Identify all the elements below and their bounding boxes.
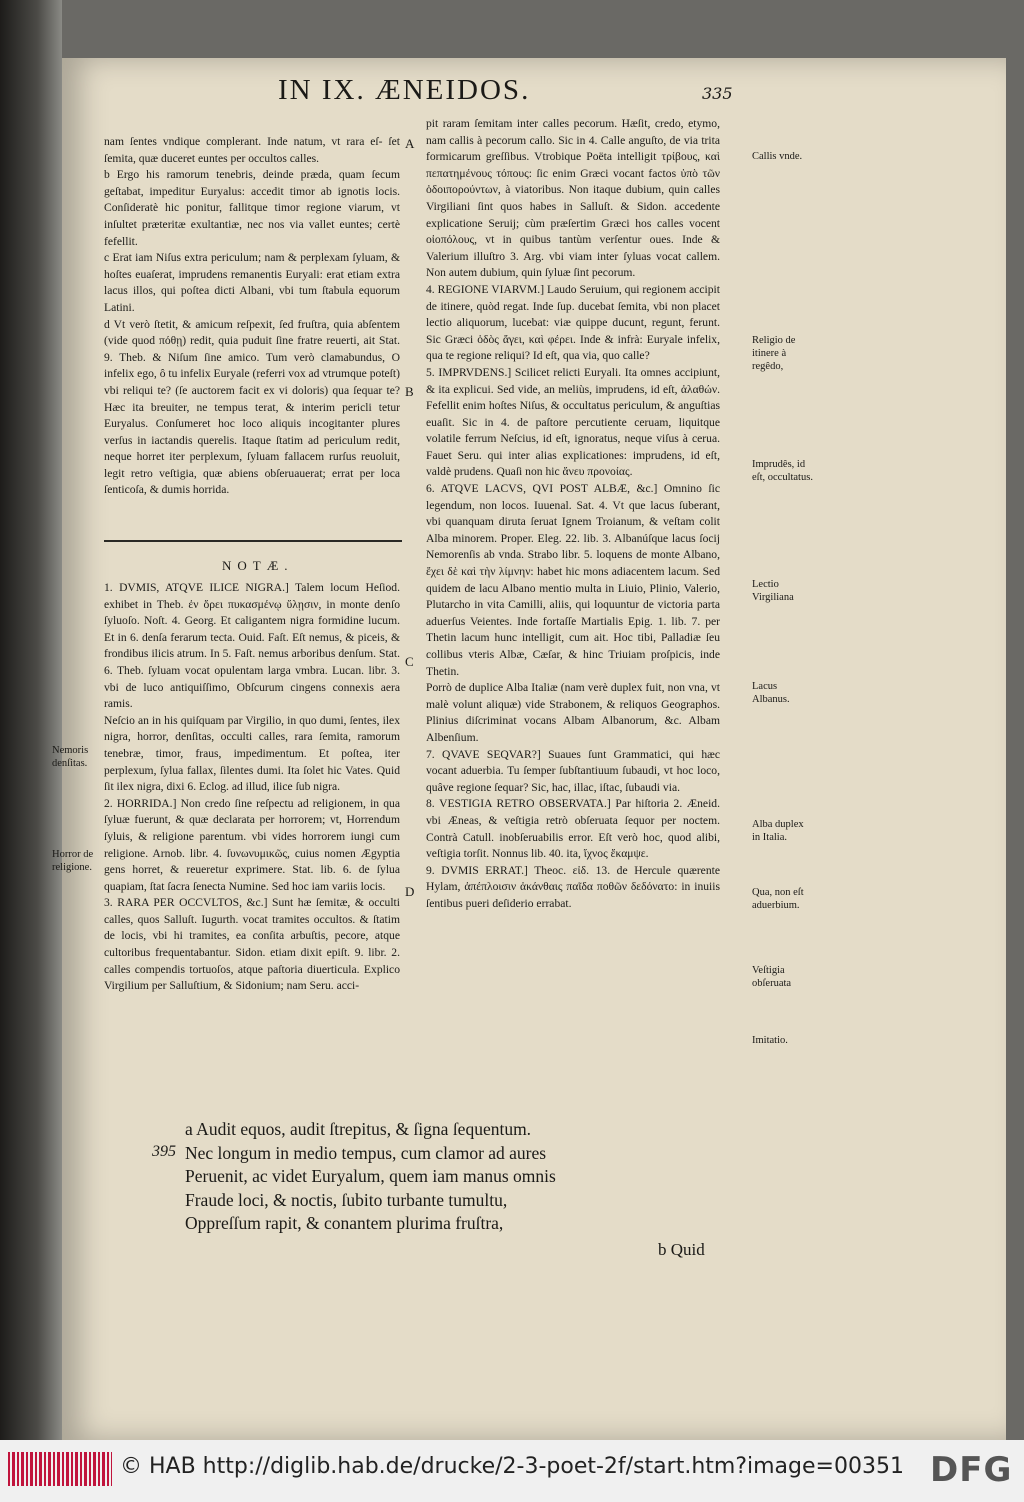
right-paragraph: Porrò de duplice Alba Italiæ (nam verè duplex fuit, non vna, vt malè volunt aliquæ) vide Strabonem, & reliquos Geographos. Plinius diſcriminat vocans Albam Albanorum, &c. Albam Albenſium. xyxy=(426,681,720,744)
notes-column xyxy=(104,580,400,995)
margin-letter-b: B xyxy=(405,384,414,399)
margin-letter-d: D xyxy=(405,884,415,899)
left-paragraph: d Vt verò ſtetit, & amicum reſpexit, ſed fruſtra, quia abſentem (vide quod πόθῃ) redit, quia puduit ſine fratre reuerti, ait Stat. 9. Theb. & Niſum ſine amico. Tum verò clamabundus, O infelix ego, ô tu infelix Euryale (referri vox ad vtrumque poteſt) vbi reliqui te? (ſe auctorem facit ex vi doloris) qua ſequar te? Hæc ita breuiter, ne tempus terat, & interim pericli tetur Euryalus. Conſumeret hoc loco aliquis incogitanter plures verſus in iactandis querelis. Itaque ſtatim ad periculum redit, neque horret iter perplexum, ſyluam fallacem rurſus reuoluit, legit retro veſtigia, quæ abiens obſeruauerat; errat per loca ſenticoſa, & dumis horrida. xyxy=(104,317,400,497)
right-column xyxy=(426,116,720,913)
left-margin-note: Nemoris denſitas. xyxy=(52,745,89,769)
notes-title: NOTÆ. xyxy=(222,558,294,573)
page-number: 335 xyxy=(702,84,733,103)
margin-letter-a: A xyxy=(405,136,415,151)
right-paragraph: pit raram ſemitam inter calles pecorum. Hæſit, credo, etymo, nam callis à pecorum callo. Sic in 4. Calle anguſto, de via trita formicarum greſſibus. Vtrobique Poëta intelligit τρίβους, καὶ πεπατημένους τόπους: ſic enim Græci vocant factos ὑπὸ τῶν ὁδοιπορούντων, à viatoribus. Non itaque dubium, quin calles Virgiliani ſint quos habes in Salluſt. & Sidon. accedente explicatione Seruij; cùm præſertim Græci hos calles vocent οἰοπόλους, vt in quibus tantùm verſentur oues. Inde & Valerium illuſtro 3. Arg. vbi viam inter ſyluas vocat callem. Non autem dubium, quin ſyluæ ſint pecorum. xyxy=(426,117,720,280)
note-paragraph: 1. DVMIS, ATQVE ILICE NIGRA.] Talem locum Heſiod. exhibet in Theb. ἐν ὄρει πυκασμένῳ ὕλῃσιν, in monte denſo ſyluoſo. Noſt. 4. Georg. Et caligantem nigra formidine lucum. Et in 6. denſa ferarum tecta. Ouid. Faſt. Eſt nemus, & piceis, & frondibus ilicis atrum. In 5. Faſt. nemus arboribus denſum. Stat. 6. Theb. ſyluam vocat opulentam larga vmbra. Lucan. libr. 3. vbi de luco antiquiſſimo, Obſcurum cingens connexis aera ramis. xyxy=(104,581,400,711)
verse-line-number: 395 xyxy=(152,1143,176,1160)
right-margin-note: Imprudês, id eſt, occultatus. xyxy=(752,459,813,483)
right-margin-note: Lectio Virgiliana xyxy=(752,579,794,603)
verse-line: Peruenit, ac videt Euryalum, quem iam manus omnis xyxy=(185,1166,556,1186)
left-column xyxy=(104,134,400,499)
left-paragraph: nam ſentes vndique complerant. Inde natum, vt rara eſ- ſet ſemita, quæ duceret euntes per occultos calles. xyxy=(104,135,400,165)
left-margin-note: Horror de religione. xyxy=(52,849,94,873)
dfg-logo: DFG xyxy=(930,1450,1013,1490)
running-head: IN IX. ÆNEIDOS. xyxy=(278,74,531,106)
right-paragraph: 9. DVMIS ERRAT.] Theoc. εἰδ. 13. de Hercule quærente Hylam, ἀπέπλοισιν ἀκάνθαις παῖδα ποθῶν δεδόνατο: in inuiis ſentibus pueri deſiderio errabat. xyxy=(426,863,720,910)
note-paragraph: 2. HORRIDA.] Non credo ſine reſpectu ad religionem, in qua ſyluæ fuerunt, & quæ declarata per horrorem; vt, Horrendum ſyluis, & religione parentum. vbi vides horrorem iungi cum religione. Arnob. libr. 4. ſυνωνυμικῶς, cuius nomen Ægyptia gens horret, & reueretur exprimere. Stat. lib. 6. de ſylua quapiam, ſtat ſacra ſenecta Numine. Sed hoc iam variis locis. xyxy=(104,796,400,893)
right-paragraph: 4. REGIONE VIARVM.] Laudo Seruium, qui regionem accipit de itinere, quòd regat. Inde ſup. ducebat ſemita, vbi non placet lectio aliquorum, lucebat: viæ quippe ducunt, regunt, ferunt. Sic Græci ὁδὸς ἄγει, καὶ φέρει. Inde & infrà: Euryale infelix, qua te regione reliqui? Id eſt, qua via, quo calle? xyxy=(426,282,720,363)
right-margin-note: Qua, non eſt aduerbium. xyxy=(752,887,804,911)
catchword: b Quid xyxy=(658,1240,705,1259)
right-paragraph: 6. ATQVE LACVS, QVI POST ALBÆ, &c.] Omnino ſic legendum, non locos. Iuuenal. Sat. 4. Vt que lacus ſuberant, vbi quanquam diruta ſeruat Ignem Troianum, & veſtam colit Alba minorem. Proper. Eleg. 22. lib. 3. Albanúſque lacus ſocij Nemorenſis ab vnda. Strabo libr. 5. loquens de monte Albano, ἔχει δὲ καὶ τὴν λίμνην: habet hic mons adiacentem lacum. Sed quidem de lacu Albano mentio multa in Liuio, Plinio, Valerio, Plutarcho in vita Camilli, aliis, qui loquuntur de victoria parta aduerſus Veientes. Inde fortaſſe Martialis Epig. 1. lib. 7. per Thetin lacum hunc intelligit, cum ait. Hoc tibi, Palladiæ ſeu collibus vteris Albæ, Cæſar, & hinc Triuiam proſpicis, inde Thetin. xyxy=(426,482,720,678)
right-paragraph: 5. IMPRVDENS.] Scilicet relicti Euryali. Ita omnes accipiunt, & ita explicui. Sed vide, an meliùs, imprudens, id eſt, ἀλαθών. Fefellit enim hoſtes Niſus, & occultatus periculum, & anguſtias euaſit. Sic in 4. de paſtore percutiente ceruam, liquitque volatile ferrum Neſcius, id eſt, ignoratus, neque viſus à cerua. Fauet Seru. qui inter alias explicationes: imprudens, id eſt, valdè prudens. Quaſi non hic ἄνευ προνοίας. xyxy=(426,365,720,479)
right-paragraph: 8. VESTIGIA RETRO OBSERVATA.] Par hiſtoria 2. Æneid. vbi Æneas, & veſtigia retrò obſeruata ſequor per noctem. Contrà Catull. inobſeruabilis error. Eſt verò hoc, quod alibi, veſtigia torſit. Nonnus lib. 40. ita, ἴχνος ἔκαμψε. xyxy=(426,797,720,861)
barcode-icon xyxy=(8,1452,112,1486)
right-paragraph: 7. QVAVE SEQVAR?] Suaues ſunt Grammatici, qui hæc vocant aduerbia. Tu ſemper ſubſtantiuum ſubaudi, vt hoc loco, quâve regione ſequar? Sic, hac, illac, iſtac, ſubaudi via. xyxy=(426,747,720,794)
right-margin-note: Imitatio. xyxy=(752,1035,788,1046)
verse-line: Oppreſſum rapit, & conantem plurima fruſtra, xyxy=(185,1213,504,1233)
verse-line: a Audit equos, audit ſtrepitus, & ſigna ſequentum. xyxy=(185,1119,532,1139)
right-margin-note: Lacus Albanus. xyxy=(752,681,790,705)
verse-line: Fraude loci, & noctis, ſubito turbante tumultu, xyxy=(185,1189,508,1210)
footer-credit-link[interactable]: © HAB http://diglib.hab.de/drucke/2-3-poet-2f/start.htm?image=00351 xyxy=(120,1454,904,1479)
note-paragraph: 3. RARA PER OCCVLTOS, &c.] Sunt hæ ſemitæ, & occulti calles, quos Salluſt. Iugurth. vocat tramites occultos. & ſtatim de locis, vbi hi tramites, ea conſita arbuſtis, pecore, atque cultoribus frequentabantur. Sidon. etiam dixit epiſt. 9. libr. 2. calles compendis tortuoſos, atque paſtoria diuerticula. Explico Virgilium per Salluſtium, & Sidonium; nam Seru. acci- xyxy=(104,896,400,993)
right-margin-note: Callis vnde. xyxy=(752,151,803,162)
note-paragraph: Neſcio an in his quiſquam par Virgilio, in quo dumi, ſentes, ilex nigra, horror, denſitas, occulti calles, rara ſemita, ramorum tenebræ, timor, fraus, impedimentum. Et poſtea, iter perplexum, ſylua fallax, ſilentes dumi. Ita ſolet hic Vates. Quid ſit ilex nigra, dixi 6. Eclog. ad illud, ilice ſub nigra. xyxy=(104,713,400,794)
left-paragraph: b Ergo his ramorum tenebris, deinde præda, quam ſecum geſtabat, impeditur Euryalus: accedit timor ab ignotis locis. Conſideratè hic ponitur, fallitque timor regione viarum, vt inſultet præteritæ exultantiæ, nec nos via vallet euntes; certè fefellit. xyxy=(104,168,400,248)
verse-line: Nec longum in medio tempus, cum clamor ad aures xyxy=(185,1142,547,1163)
section-rule xyxy=(104,540,402,542)
right-margin-note: Alba duplex in Italia. xyxy=(752,819,804,843)
verse-block xyxy=(185,1118,745,1236)
right-margin-note: Veſtigia obſeruata xyxy=(752,965,792,989)
left-paragraph: c Erat iam Niſus extra periculum; nam & perplexam ſyluam, & hoſtes euaſerat, imprudens remanentis Euryali: erat etiam extra lacus illos, qui poſtea dicti Albani, vbi tum ſtabula equorum Latini. xyxy=(104,251,400,314)
book-spine xyxy=(0,0,62,1440)
right-margin-note: Religio de itinere à regêdo, xyxy=(752,335,796,372)
margin-letter-c: C xyxy=(405,654,414,669)
